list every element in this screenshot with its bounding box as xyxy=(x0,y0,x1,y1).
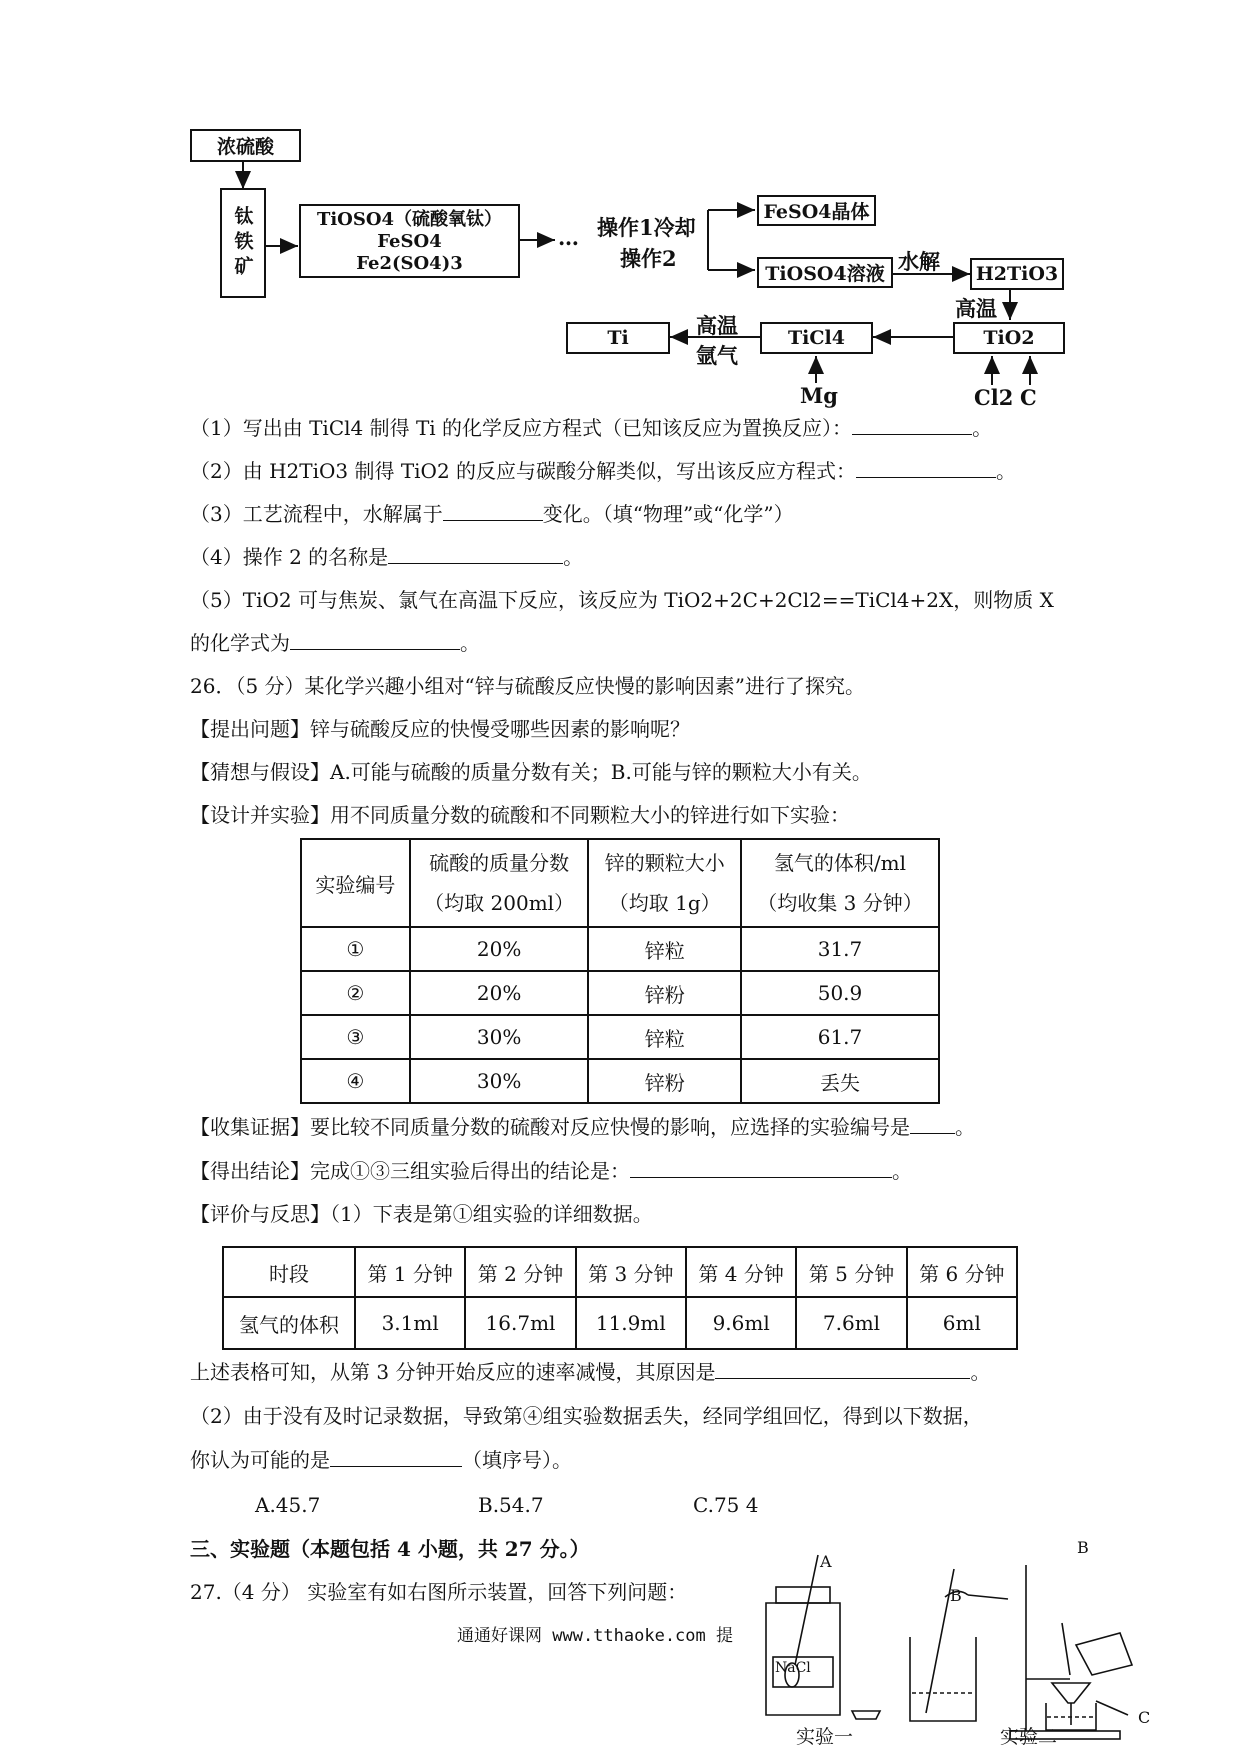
nacl-label: NaCl xyxy=(775,1660,811,1676)
q25-3: （3）工艺流程中，水解属于 变化。（填“物理”或“化学”） xyxy=(190,502,794,526)
ti-box: Ti xyxy=(566,322,670,354)
mix-line-2: FeSO4 xyxy=(377,231,442,252)
table-row xyxy=(301,927,939,971)
q26-lost-b: 你认为可能的是 （填序号）。 xyxy=(190,1448,572,1472)
c-label: C xyxy=(1020,385,1037,410)
op2-label: 操作2 xyxy=(620,246,677,271)
flow-arrows xyxy=(0,0,1234,420)
answer-blank[interactable] xyxy=(852,414,972,435)
label-b-2: B xyxy=(1077,1538,1089,1557)
q26-conclusion: 【得出结论】完成①③三组实验后得出的结论是： 。 xyxy=(190,1159,912,1183)
answer-blank[interactable] xyxy=(388,543,563,564)
op1-label: 操作1冷却 xyxy=(597,215,696,240)
table-cell: ④ xyxy=(301,1059,410,1103)
answer-blank[interactable] xyxy=(910,1113,955,1134)
table-cell: 锌粉 xyxy=(588,1059,741,1103)
table-row xyxy=(223,1297,1017,1349)
header-cell: 第 1 分钟 xyxy=(355,1247,465,1297)
table-header-row xyxy=(301,839,939,927)
hydrolysis-label: 水解 xyxy=(898,249,940,274)
q25-5a: （5）TiO2 可与焦炭、氯气在高温下反应，该反应为 TiO2+2C+2Cl2==TiCl4+2X，则物质 X xyxy=(190,588,1054,612)
q25-2: （2）由 H2TiO3 制得 TiO2 的反应与碳酸分解类似，写出该反应方程式： 。 xyxy=(190,459,1017,483)
option-c: C.75 4 xyxy=(693,1493,759,1517)
experiment-table xyxy=(300,838,940,1104)
q26-intro: 26．（5 分）某化学兴趣小组对“锌与硫酸反应快慢的影响因素”进行了探究。 xyxy=(190,674,865,698)
q26-problem: 【提出问题】锌与硫酸反应的快慢受哪些因素的影响呢？ xyxy=(190,717,690,741)
table-header-row xyxy=(223,1247,1017,1297)
table-cell: 锌粒 xyxy=(588,1015,741,1059)
header-cell: 第 5 分钟 xyxy=(796,1247,906,1297)
tioso4-box: TiOSO4溶液 xyxy=(757,257,893,288)
header-cell: 第 2 分钟 xyxy=(465,1247,575,1297)
table-cell: 9.6ml xyxy=(686,1297,796,1349)
option-a: A.45.7 xyxy=(255,1493,321,1517)
header-cell: 氢气的体积/ml （均收集 3 分钟） xyxy=(741,839,939,927)
table-row xyxy=(301,971,939,1015)
table-cell: 16.7ml xyxy=(465,1297,575,1349)
mix-box xyxy=(299,204,520,278)
ellipsis: … xyxy=(558,225,579,250)
table-cell: 30% xyxy=(410,1015,589,1059)
table-cell: 丢失 xyxy=(741,1059,939,1103)
table-row xyxy=(301,1015,939,1059)
footer-watermark: 通通好课网 www.tthaoke.com 提 xyxy=(457,1626,733,1646)
q27-intro: 27.（4 分） 实验室有如右图所示装置，回答下列问题： xyxy=(190,1580,688,1604)
answer-blank[interactable] xyxy=(630,1157,892,1178)
row-label-cell: 氢气的体积 xyxy=(223,1297,355,1349)
argon-label: 氩气 xyxy=(696,343,738,368)
q25-4: （4）操作 2 的名称是 。 xyxy=(190,545,584,569)
high-temp-label-2: 高温 xyxy=(696,313,738,338)
table-cell: 30% xyxy=(410,1059,589,1103)
answer-blank[interactable] xyxy=(290,629,460,650)
table-cell: 锌粒 xyxy=(588,927,741,971)
q25-5b: 的化学式为 。 xyxy=(190,631,480,655)
answer-blank[interactable] xyxy=(330,1446,462,1467)
mix-line-1: TiOSO4（硫酸氧钛） xyxy=(316,209,503,230)
mix-line-3: Fe2(SO4)3 xyxy=(356,253,463,274)
table-cell: 11.9ml xyxy=(576,1297,686,1349)
mg-label: Mg xyxy=(800,383,838,408)
detail-table xyxy=(222,1246,1018,1350)
cl2-label: Cl2 xyxy=(974,385,1014,410)
header-cell: 锌的颗粒大小 （均取 1g） xyxy=(588,839,741,927)
label-a: A xyxy=(820,1552,832,1571)
label-c: C xyxy=(1138,1708,1151,1727)
ore-box: 钛铁矿 xyxy=(220,188,266,298)
h2tio3-box: H2TiO3 xyxy=(970,258,1064,290)
table-cell: ③ xyxy=(301,1015,410,1059)
label-b-1: B xyxy=(950,1586,962,1605)
experiment-2-caption: 实验二 xyxy=(1000,1726,1058,1748)
feso4-box: FeSO4晶体 xyxy=(757,195,876,226)
answer-blank[interactable] xyxy=(856,457,996,478)
option-b: B.54.7 xyxy=(478,1493,544,1517)
table-cell: 锌粉 xyxy=(588,971,741,1015)
high-temp-label-1: 高温 xyxy=(955,296,997,321)
tio2-box: TiO2 xyxy=(953,322,1065,354)
header-cell: 第 3 分钟 xyxy=(576,1247,686,1297)
header-cell: 第 4 分钟 xyxy=(686,1247,796,1297)
section-3-title: 三、实验题（本题包括 4 小题，共 27 分。） xyxy=(190,1537,590,1561)
ticl4-box: TiCl4 xyxy=(760,322,873,354)
apparatus-drawing xyxy=(740,1525,1140,1748)
q26-hypothesis: 【猜想与假设】A.可能与硫酸的质量分数有关；B.可能与锌的颗粒大小有关。 xyxy=(190,760,872,784)
q26-evidence: 【收集证据】要比较不同质量分数的硫酸对反应快慢的影响，应选择的实验编号是 。 xyxy=(190,1115,975,1139)
table-cell: 6ml xyxy=(907,1297,1017,1349)
q25-1: （1）写出由 TiCl4 制得 Ti 的化学反应方程式（已知该反应为置换反应）： 。 xyxy=(190,416,993,440)
q26-reflection: 【评价与反思】（1）下表是第①组实验的详细数据。 xyxy=(190,1202,653,1226)
table-cell: 20% xyxy=(410,927,589,971)
table-row xyxy=(301,1059,939,1103)
q26-design: 【设计并实验】用不同质量分数的硫酸和不同颗粒大小的锌进行如下实验： xyxy=(190,803,850,827)
table-cell: 31.7 xyxy=(741,927,939,971)
q26-after-table: 上述表格可知，从第 3 分钟开始反应的速率减慢，其原因是 。 xyxy=(190,1360,991,1384)
table-cell: 3.1ml xyxy=(355,1297,465,1349)
answer-blank[interactable] xyxy=(715,1358,970,1379)
header-cell: 硫酸的质量分数 （均取 200ml） xyxy=(410,839,589,927)
acid-box: 浓硫酸 xyxy=(190,129,301,162)
table-cell: ① xyxy=(301,927,410,971)
header-cell: 实验编号 xyxy=(301,839,410,927)
header-cell: 第 6 分钟 xyxy=(907,1247,1017,1297)
header-cell: 时段 xyxy=(223,1247,355,1297)
table-cell: ② xyxy=(301,971,410,1015)
answer-blank[interactable] xyxy=(443,500,543,521)
table-cell: 7.6ml xyxy=(796,1297,906,1349)
experiment-1-caption: 实验一 xyxy=(796,1726,854,1748)
table-cell: 61.7 xyxy=(741,1015,939,1059)
table-cell: 50.9 xyxy=(741,971,939,1015)
table-cell: 20% xyxy=(410,971,589,1015)
q26-lost-a: （2）由于没有及时记录数据，导致第④组实验数据丢失，经同学组回忆，得到以下数据， xyxy=(190,1404,983,1428)
